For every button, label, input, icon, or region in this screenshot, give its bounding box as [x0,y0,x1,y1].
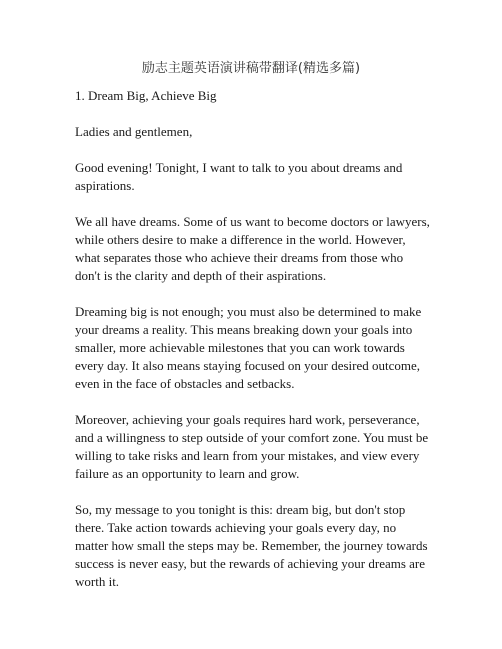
paragraph-dreams: We all have dreams. Some of us want to become doctors or lawyers, while others desire to make a difference in the world. However, what separates those who achieve their dreams from those who don't is the clarity and depth of their aspirations. [75,214,430,283]
paragraph-salutation: Ladies and gentlemen, [75,124,193,139]
section-heading: 1. Dream Big, Achieve Big [75,88,217,103]
paragraph-greeting: Good evening! Tonight, I want to talk to you about dreams and aspirations. [75,160,403,193]
paragraph-hard-work: Moreover, achieving your goals requires hard work, perseverance, and a willingness to step outside of your comfort zone. You must be willing to take risks and learn from your mistakes, and view every failure as an opportunity to learn and grow. [75,412,429,481]
paragraph-message: So, my message to you tonight is this: dream big, but don't stop there. Take action towards achieving your goals every day, no matter how small the steps may be. Remember, the journey towards success is never easy, but the rewards of achieving your dreams are worth it. [75,502,428,589]
document-title: 励志主题英语演讲稿带翻译(精选多篇) [141,61,361,76]
paragraph-dreaming-big: Dreaming big is not enough; you must also be determined to make your dreams a reality. This means breaking down your goals into smaller, more achievable milestones that you can work towards every day. It also means staying focused on your desired outcome, even in the face of obstacles and setbacks. [75,304,422,391]
document-body [75,87,430,609]
